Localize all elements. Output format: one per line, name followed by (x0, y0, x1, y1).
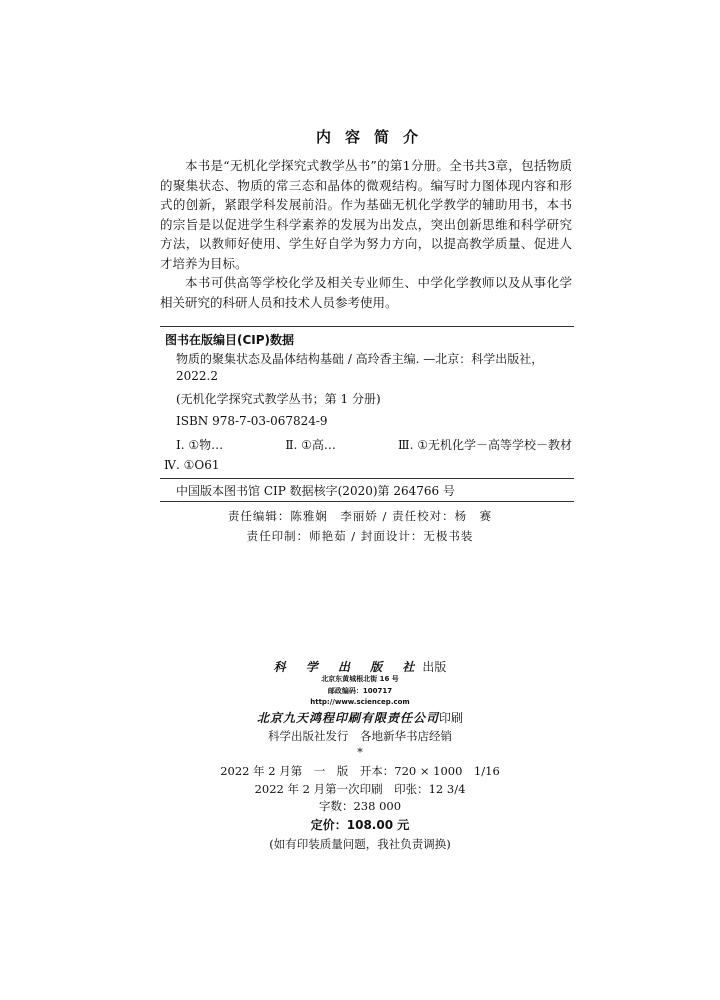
printing-info: 2022 年 2 月第一次印刷 印张：12 3/4 (254, 782, 466, 796)
cip-check-number: 中国版本图书馆 CIP 数据核字(2020)第 264766 号 (176, 484, 455, 498)
cip-top-divider (160, 326, 574, 327)
distribution: 科学出版社发行 各地新华书店经销 (268, 729, 452, 743)
cip-classification-4: Ⅳ. ①O61 (164, 458, 220, 472)
quality-note: (如有印装质量问题，我社负责调换) (269, 837, 451, 851)
cip-middle-divider (160, 478, 574, 479)
publisher-postcode: 邮政编码：100717 (327, 687, 393, 695)
cip-classification-3: Ⅲ. ①无机化学－高等学校－教材 (398, 438, 572, 452)
publisher-name: 科 学 出 版 社 (273, 660, 423, 674)
word-count: 字数：238 000 (318, 799, 402, 813)
cip-classification-2: Ⅱ. ①高… (285, 438, 336, 452)
staff-production: 责任印制：师艳茹 / 封面设计：无极书装 (246, 529, 474, 543)
printer-line (0, 709, 720, 726)
intro-title: 内容简介 (315, 128, 432, 146)
cip-heading: 图书在版编目(CIP)数据 (165, 333, 295, 347)
intro-paragraph-1: 本书是“无机化学探究式教学丛书”的第1分册。全书共3章，包括物质的聚集状态、物质的常三态和晶体的微观结构。编写时力图体现内容和形式的创新，紧跟学科发展前沿。作为基础无机化学教学的辅助用书，本书的宗旨是以促进学生科学素养的发展为出发点，突出创新思维和科学研究方法，以教师好使用、学生好自学为努力方向，以提高教学质量、促进人才培养为目标。 (160, 158, 572, 271)
cip-classification (176, 436, 572, 453)
cip-main-entry: 物质的聚集状态及晶体结构基础 / 高玲香主编. —北京：科学出版社，2022.2 (176, 352, 544, 383)
publisher-line (0, 658, 720, 675)
separator-star: * (357, 745, 363, 759)
publisher-address: 北京东黄城根北街 16 号 (321, 675, 399, 683)
staff-editors: 责任编辑：陈雅娴 李丽娇 / 责任校对：杨 赛 (227, 509, 493, 523)
cip-classification-1: Ⅰ. ①物… (176, 438, 224, 452)
cip-isbn: ISBN 978-7-03-067824-9 (176, 414, 328, 428)
intro-text (160, 156, 572, 312)
price: 定价：108.00 元 (310, 818, 410, 832)
printer-name: 北京九天鸿程印刷有限责任公司 (256, 711, 439, 725)
edition-info: 2022 年 2 月第 一 版 开本：720 × 1000 1/16 (220, 764, 500, 778)
intro-paragraph-2: 本书可供高等学校化学及相关专业师生、中学化学教师以及从事化学相关研究的科研人员和技术人员参考使用。 (160, 275, 572, 310)
publisher-suffix: 出版 (422, 660, 447, 674)
cip-series: (无机化学探究式教学丛书；第 1 分册) (176, 392, 381, 406)
cip-bottom-divider (160, 501, 574, 502)
publisher-url: http://www.sciencep.com (310, 698, 410, 706)
printer-suffix: 印刷 (439, 711, 464, 725)
